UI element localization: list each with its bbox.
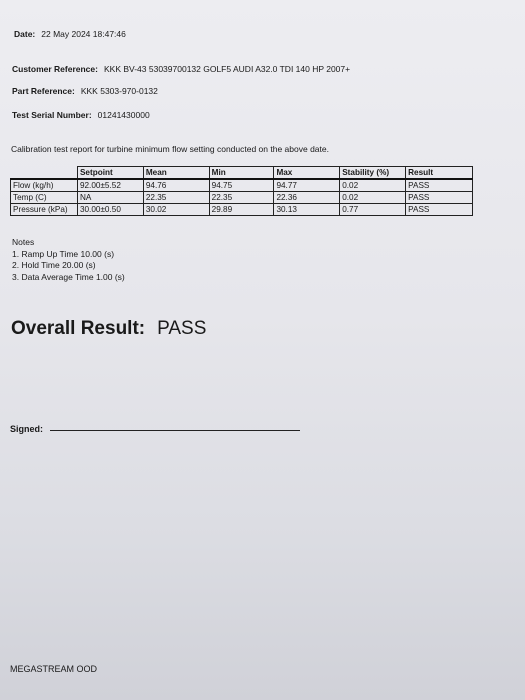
table-row bbox=[11, 179, 473, 192]
table-cell: 29.89 bbox=[209, 204, 274, 216]
note-item: 1. Ramp Up Time 10.00 (s) bbox=[12, 248, 115, 259]
customer-reference-label: Customer Reference: bbox=[12, 64, 98, 74]
table-cell: 30.02 bbox=[143, 204, 209, 216]
column-header: Max bbox=[274, 167, 340, 180]
table-cell: 30.13 bbox=[274, 204, 340, 216]
table-cell: PASS bbox=[406, 192, 473, 204]
results-table bbox=[10, 166, 473, 216]
table-cell: PASS bbox=[406, 179, 473, 192]
company-footer: MEGASTREAM OOD bbox=[10, 664, 98, 674]
part-reference-value: KKK 5303-970-0132 bbox=[80, 86, 158, 96]
table-cell: 22.35 bbox=[209, 192, 274, 204]
customer-reference-value: KKK BV-43 53039700132 GOLF5 AUDI A32.0 TDI 140 HP 2007+ bbox=[103, 64, 351, 74]
table-cell: Flow (kg/h) bbox=[11, 179, 78, 192]
note-item: 2. Hold Time 20.00 (s) bbox=[12, 260, 96, 270]
table-cell: 94.77 bbox=[274, 179, 340, 192]
table-row bbox=[11, 192, 473, 204]
table-row bbox=[11, 204, 473, 216]
overall-result-label: Overall Result: bbox=[11, 318, 146, 339]
test-serial-label: Test Serial Number: bbox=[12, 110, 92, 120]
signed-label: Signed: bbox=[10, 424, 43, 434]
overall-result-value: PASS bbox=[157, 318, 207, 339]
notes-section bbox=[12, 237, 125, 283]
test-serial-number bbox=[12, 110, 150, 120]
table-cell: 0.02 bbox=[340, 179, 406, 192]
date-value: 22 May 2024 18:47:46 bbox=[41, 29, 126, 39]
table-cell: 0.02 bbox=[340, 192, 406, 204]
report-date bbox=[14, 29, 126, 39]
table-cell: 94.75 bbox=[209, 179, 274, 192]
table-cell: 22.36 bbox=[274, 192, 340, 204]
column-header: Setpoint bbox=[77, 167, 143, 180]
table-cell: 22.35 bbox=[143, 192, 209, 204]
part-reference bbox=[12, 86, 158, 96]
date-label: Date: bbox=[14, 29, 36, 39]
table-cell: Temp (C) bbox=[11, 192, 78, 204]
customer-reference bbox=[12, 64, 350, 74]
table-header-row bbox=[11, 167, 473, 180]
notes-title: Notes bbox=[12, 237, 35, 247]
table-cell: 92.00±5.52 bbox=[77, 179, 143, 192]
column-header bbox=[11, 167, 78, 180]
test-serial-value: 01241430000 bbox=[97, 110, 150, 120]
table-cell: PASS bbox=[406, 204, 473, 216]
part-reference-label: Part Reference: bbox=[12, 86, 75, 96]
table-cell: 30.00±0.50 bbox=[77, 204, 143, 216]
table-cell: 94.76 bbox=[143, 179, 209, 192]
column-header: Stability (%) bbox=[340, 167, 406, 180]
column-header: Min bbox=[209, 167, 274, 180]
intro-text: Calibration test report for turbine minimum flow setting conducted on the above date. bbox=[11, 144, 329, 154]
column-header: Result bbox=[406, 167, 473, 180]
table-cell: NA bbox=[77, 192, 143, 204]
signature-line bbox=[50, 430, 300, 431]
note-item: 3. Data Average Time 1.00 (s) bbox=[12, 271, 125, 282]
column-header: Mean bbox=[143, 167, 209, 180]
table-cell: 0.77 bbox=[340, 204, 406, 216]
overall-result bbox=[11, 318, 206, 340]
table-cell: Pressure (kPa) bbox=[11, 204, 78, 216]
